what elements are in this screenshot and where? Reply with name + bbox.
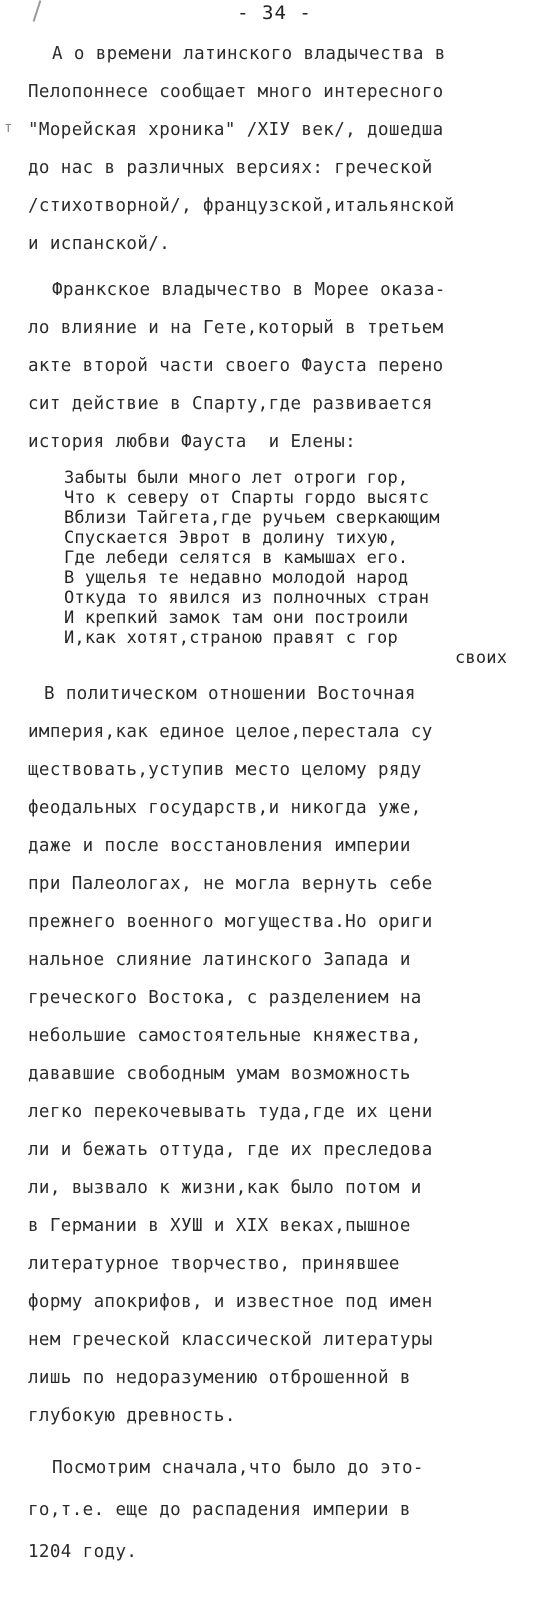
text-line: литературное творчество, принявшее [28,1254,400,1274]
poem-line: Вблизи Тайгета,где ручьем сверкающим [64,508,440,528]
text-line: и испанской/. [28,234,171,254]
text-line: в Германии в ХУШ и XIX веках,пышное [28,1216,411,1236]
text-line: даже и после восстановления империи [28,836,411,856]
poem-line: И крепкий замок там они построили [64,608,409,628]
text-line: глубокую древность. [28,1406,236,1426]
text-line: "Морейская хроника" /XIУ век/, дошедша [28,120,444,140]
text-line: империя,как единое целое,перестала су [28,722,433,742]
text-line: Франкское владычество в Морее оказа- [52,280,446,300]
text-line: феодальных государств,и никогда уже, [28,798,422,818]
text-line: небольшие самостоятельные княжества, [28,1026,422,1046]
text-line: ществовать,уступив место целому ряду [28,760,422,780]
text-line: при Палеологах, не могла вернуть себе [28,874,433,894]
poem-line: И,как хотят,страною правят с гор [64,628,398,648]
text-line: А о времени латинского владычества в [52,44,446,64]
text-line: легко перекочевывать туда,где их цени [28,1102,433,1122]
page-number: - 34 - [237,2,312,24]
poem-line: своих [455,648,508,668]
text-line: го,т.е. еще до распадения империи в [28,1500,411,1520]
text-line: прежнего военного могущества.Но ориги [28,912,433,932]
text-line: история любви Фауста и Елены: [28,432,357,452]
text-line: сит действие в Спарту,где развивается [28,394,433,414]
poem-line: Где лебеди селятся в камышах его. [64,548,409,568]
text-line: греческого Востока, с разделением на [28,988,422,1008]
poem-line: Спускается Эврот в долину тихую, [64,528,398,548]
text-line: нем греческой классической литературы [28,1330,433,1350]
text-line: /стихотворной/, французской,итальянской [28,196,455,216]
text-line: Пелопоннесе сообщает много интересного [28,82,444,102]
poem-line: Откуда то явился из полночных стран [64,588,430,608]
text-line: до нас в различных версиях: греческой [28,158,433,178]
poem-line: Забыты были много лет отроги гор, [64,468,409,488]
margin-annotation: т [4,120,13,136]
text-line: акте второй части своего Фауста перено [28,356,444,376]
text-line: дававшие свободным умам возможность [28,1064,411,1084]
text-line: В политическом отношении Восточная [44,684,416,704]
text-line: форму апокрифов, и известное под имен [28,1292,433,1312]
text-line: ло влияние и на Гете,который в третьем [28,318,444,338]
poem-line: Что к северу от Спарты гордо высятс [64,488,430,508]
text-line: лишь по недоразумению отброшенной в [28,1368,411,1388]
text-line: ли, вызвало к жизни,как было потом и [28,1178,422,1198]
text-line: 1204 году. [28,1542,138,1562]
poem-line: В ущелья те недавно молодой народ [64,568,409,588]
text-line: нальное слияние латинского Запада и [28,950,411,970]
text-line: ли и бежать оттуда, где их преследова [28,1140,433,1160]
text-line: Посмотрим сначала,что было до это- [52,1458,424,1478]
